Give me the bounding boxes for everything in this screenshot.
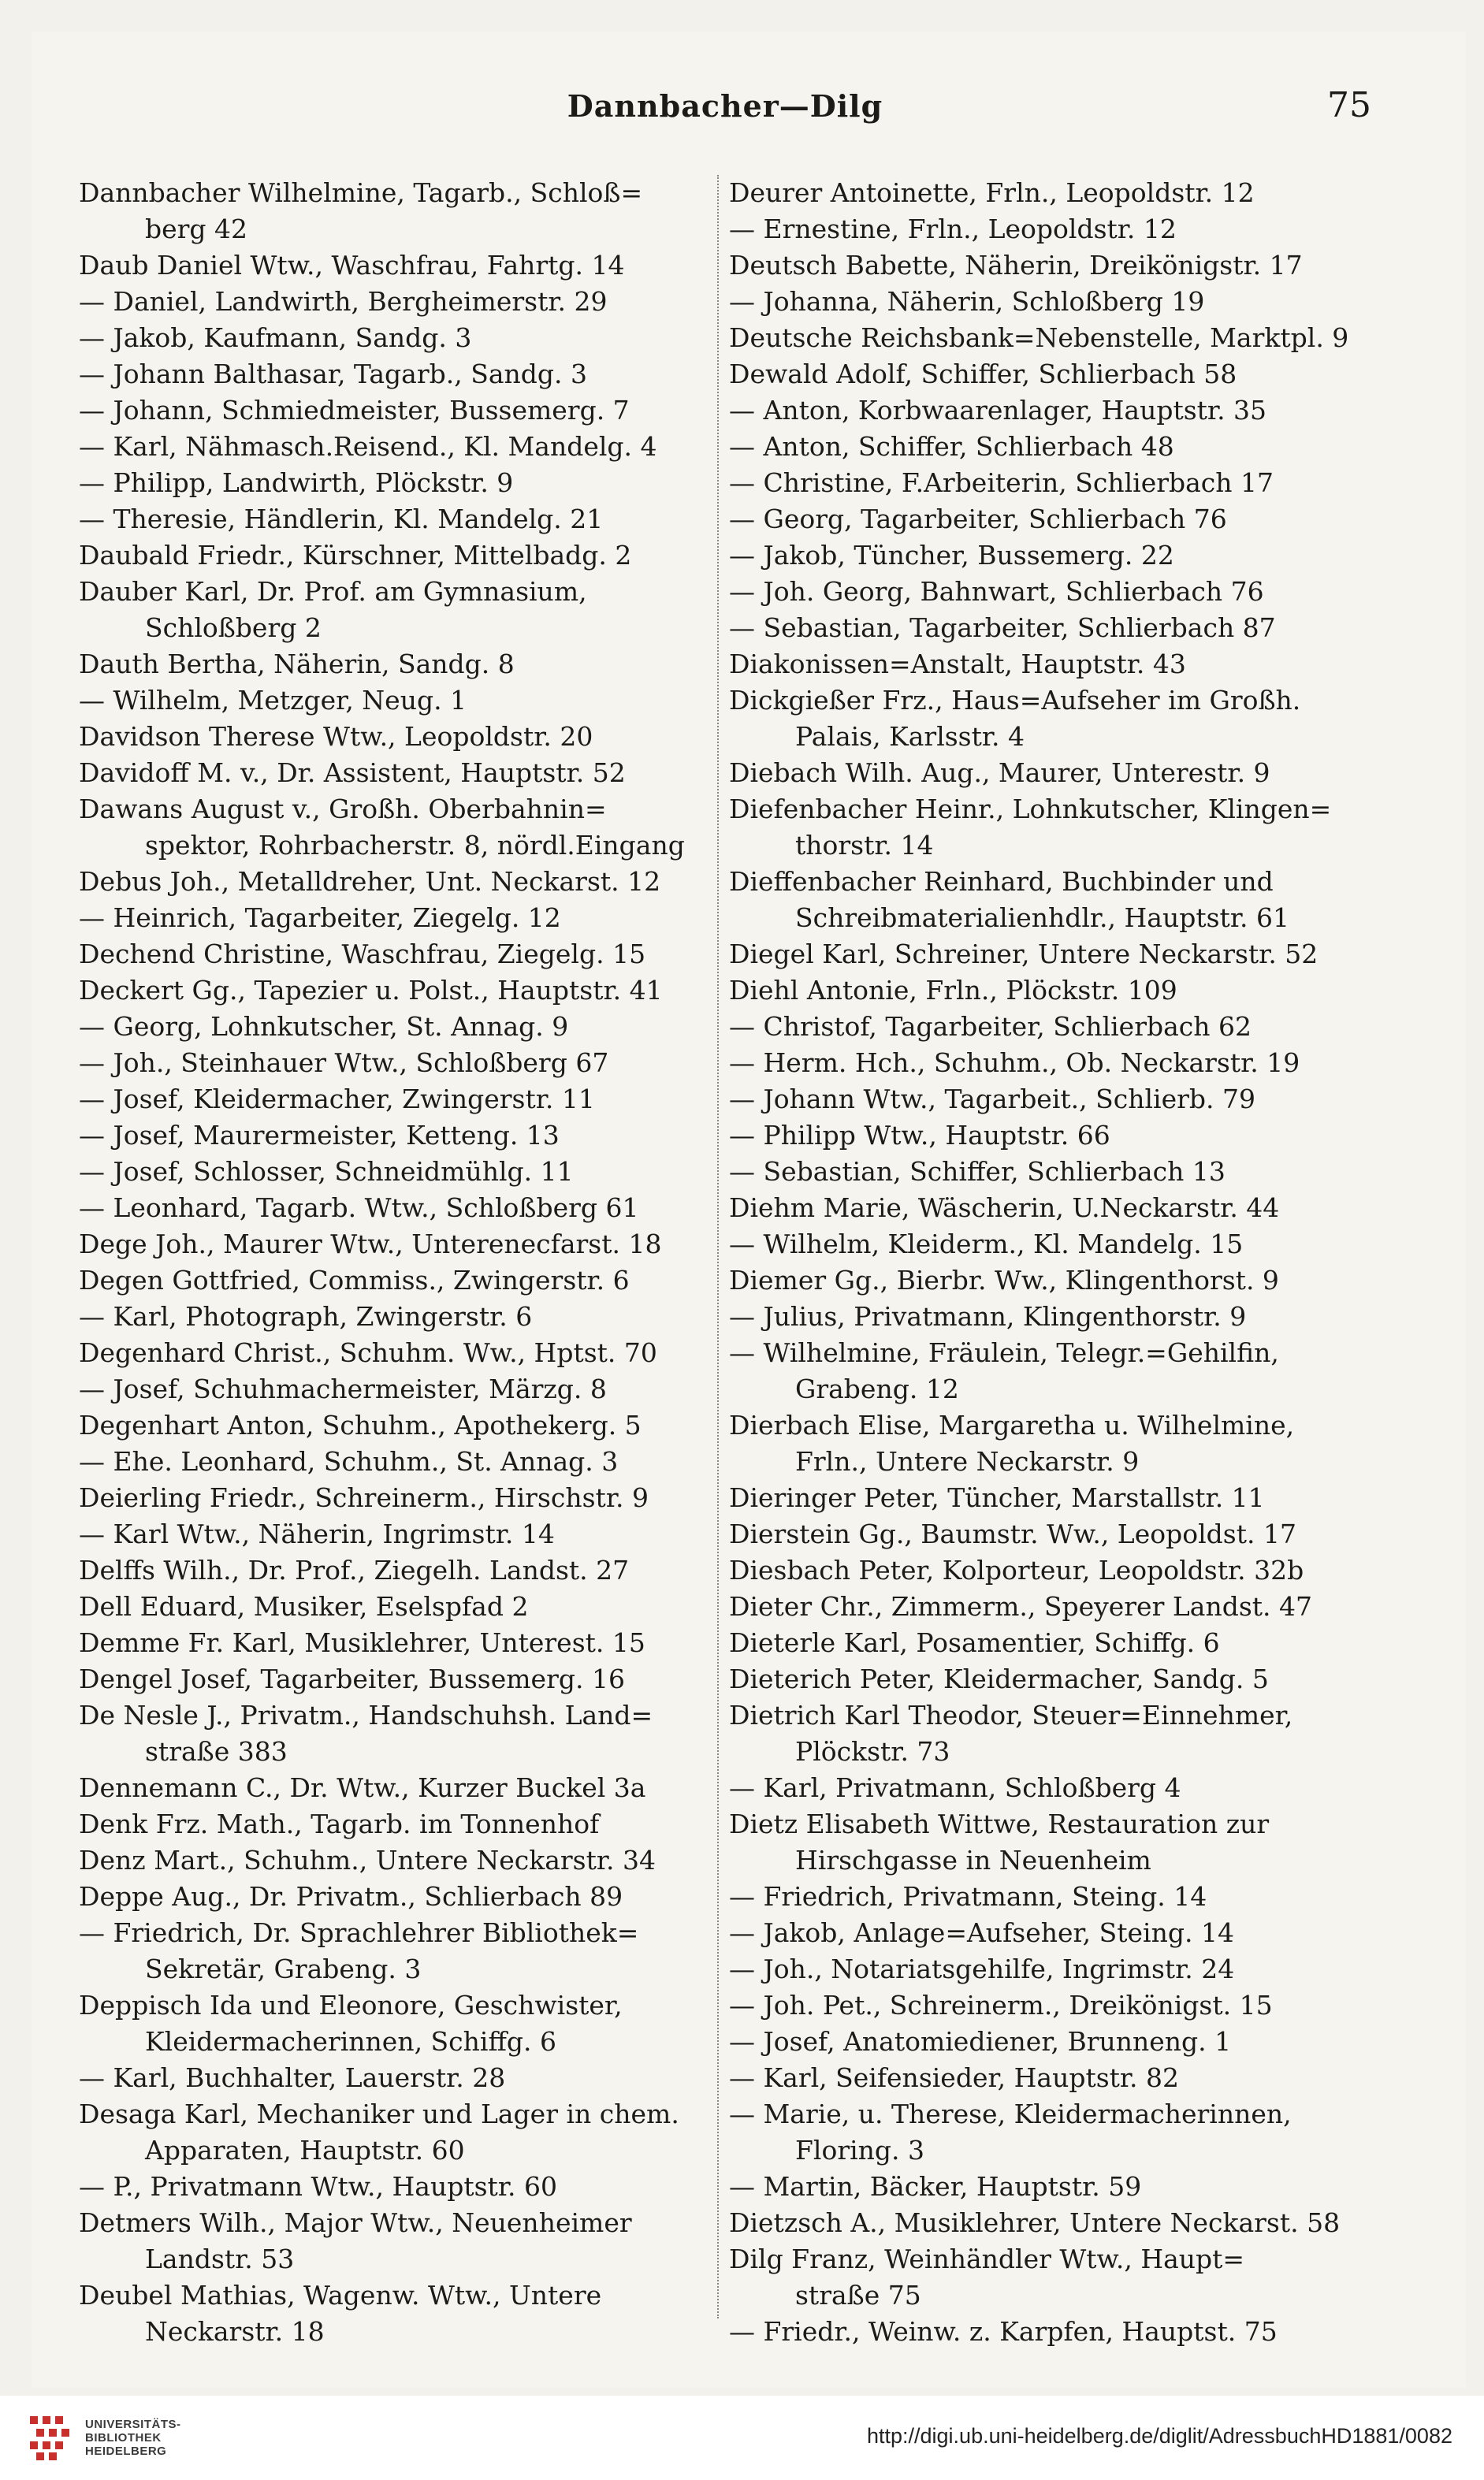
directory-entry <box>79 1444 705 1480</box>
page-number: 75 <box>1327 85 1371 125</box>
directory-entry <box>729 1770 1356 1806</box>
right-column <box>729 175 1356 2350</box>
entry-line: Deppe Aug., Dr. Privatm., Schlierbach 89 <box>79 1881 623 1912</box>
entry-line: Davidoff M. v., Dr. Assistent, Hauptstr. 52 <box>79 757 626 788</box>
directory-entry <box>79 1226 705 1262</box>
directory-entry <box>729 1987 1356 2024</box>
source-url-link[interactable]: http://digi.ub.uni-heidelberg.de/diglit/AdressbuchHD1881/0082 <box>866 2424 1452 2448</box>
entry-continuation-line: Plöckstr. 73 <box>795 1736 950 1767</box>
entry-line: Dechend Christine, Waschfrau, Ziegelg. 15 <box>79 939 646 969</box>
directory-entry <box>729 791 1356 864</box>
directory-entry <box>79 1661 705 1697</box>
directory-entry <box>729 2024 1356 2060</box>
entry-line: Dietz Elisabeth Wittwe, Restauration zur <box>729 1809 1270 1839</box>
footer-bar <box>0 2396 1484 2480</box>
directory-entry <box>729 320 1356 356</box>
entry-line: — Theresie, Händlerin, Kl. Mandelg. 21 <box>79 504 604 534</box>
directory-entry <box>79 1045 705 1081</box>
entry-line: — Christof, Tagarbeiter, Schlierbach 62 <box>729 1011 1252 1042</box>
directory-entry <box>79 356 705 392</box>
entry-line: — Josef, Anatomiediener, Brunneng. 1 <box>729 2026 1232 2057</box>
directory-entry <box>729 574 1356 610</box>
entry-line: — Karl Wtw., Näherin, Ingrimstr. 14 <box>79 1519 555 1549</box>
directory-entry <box>729 2060 1356 2096</box>
entry-line: — Julius, Privatmann, Klingenthorstr. 9 <box>729 1301 1247 1332</box>
directory-entry <box>79 392 705 429</box>
directory-entry <box>729 1951 1356 1987</box>
entry-continuation-line: Palais, Karlsstr. 4 <box>795 721 1025 752</box>
directory-entry <box>79 429 705 465</box>
directory-entry <box>79 1697 705 1770</box>
directory-entry <box>729 1552 1356 1589</box>
directory-entry <box>729 682 1356 755</box>
directory-entry <box>79 1190 705 1226</box>
directory-entry <box>79 900 705 936</box>
directory-entry <box>79 1335 705 1371</box>
entry-line: — Wilhelmine, Fräulein, Telegr.=Gehilfin, <box>729 1337 1279 1368</box>
directory-entry <box>79 2205 705 2277</box>
entry-line: Deierling Friedr., Schreinerm., Hirschstr. 9 <box>79 1482 649 1513</box>
directory-entry <box>79 1480 705 1516</box>
directory-entry <box>729 1335 1356 1407</box>
entry-line: — Ernestine, Frln., Leopoldstr. 12 <box>729 214 1177 244</box>
directory-entry <box>729 1516 1356 1552</box>
directory-entry <box>79 682 705 719</box>
directory-entry <box>79 1842 705 1879</box>
entry-line: Dengel Josef, Tagarbeiter, Bussemerg. 16 <box>79 1664 625 1694</box>
entry-line: — Anton, Schiffer, Schlierbach 48 <box>729 431 1174 462</box>
entry-line: — Philipp Wtw., Hauptstr. 66 <box>729 1120 1110 1151</box>
entry-line: Dewald Adolf, Schiffer, Schlierbach 58 <box>729 359 1237 389</box>
entry-line: Detmers Wilh., Major Wtw., Neuenheimer <box>79 2207 632 2238</box>
entry-line: — Sebastian, Tagarbeiter, Schlierbach 87 <box>729 612 1276 643</box>
entry-line: — Marie, u. Therese, Kleidermacherinnen, <box>729 2099 1292 2129</box>
entry-line: — Joh., Steinhauer Wtw., Schloßberg 67 <box>79 1047 609 1078</box>
entry-line: Debus Joh., Metalldreher, Unt. Neckarst. 12 <box>79 866 661 897</box>
directory-entry <box>729 501 1356 537</box>
directory-columns <box>79 175 1371 2347</box>
entry-line: — Ehe. Leonhard, Schuhm., St. Annag. 3 <box>79 1446 619 1477</box>
entry-line: Daub Daniel Wtw., Waschfrau, Fahrtg. 14 <box>79 250 625 281</box>
directory-entry <box>79 537 705 574</box>
directory-entry <box>79 2096 705 2169</box>
entry-line: Dauber Karl, Dr. Prof. am Gymnasium, <box>79 576 587 607</box>
entry-line: — Heinrich, Tagarbeiter, Ziegelg. 12 <box>79 902 561 933</box>
directory-entry <box>729 972 1356 1009</box>
entry-line: Dennemann C., Dr. Wtw., Kurzer Buckel 3a <box>79 1772 646 1803</box>
entry-line: Deckert Gg., Tapezier u. Polst., Hauptstr. 41 <box>79 975 663 1006</box>
directory-entry <box>729 429 1356 465</box>
directory-entry <box>79 1371 705 1407</box>
directory-entry <box>79 1879 705 1915</box>
directory-entry <box>729 247 1356 284</box>
entry-line: — Josef, Kleidermacher, Zwingerstr. 11 <box>79 1084 595 1114</box>
entry-line: — Jakob, Tüncher, Bussemerg. 22 <box>729 540 1174 571</box>
library-name-line: HEIDELBERG <box>85 2445 167 2458</box>
directory-entry <box>729 1407 1356 1480</box>
entry-line: Dierbach Elise, Margaretha u. Wilhelmine, <box>729 1410 1295 1441</box>
entry-line: Dickgießer Frz., Haus=Aufseher im Großh. <box>729 685 1301 716</box>
entry-continuation-line: Frln., Untere Neckarstr. 9 <box>795 1446 1140 1477</box>
directory-entry <box>729 646 1356 682</box>
entry-line: Diefenbacher Heinr., Lohnkutscher, Klingen= <box>729 794 1332 824</box>
directory-entry <box>729 1117 1356 1154</box>
entry-line: Denk Frz. Math., Tagarb. im Tonnenhof <box>79 1809 600 1839</box>
entry-line: Diehm Marie, Wäscherin, U.Neckarstr. 44 <box>729 1192 1280 1223</box>
entry-line: — Wilhelm, Metzger, Neug. 1 <box>79 685 467 716</box>
entry-line: Delffs Wilh., Dr. Prof., Ziegelh. Landst. 27 <box>79 1555 630 1586</box>
directory-entry <box>729 1480 1356 1516</box>
directory-entry <box>729 936 1356 972</box>
directory-entry <box>729 1190 1356 1226</box>
directory-entry <box>729 1081 1356 1117</box>
directory-entry <box>79 1987 705 2060</box>
directory-entry <box>729 1262 1356 1299</box>
directory-entry <box>79 1589 705 1625</box>
entry-line: Diehl Antonie, Frln., Plöckstr. 109 <box>729 975 1177 1006</box>
entry-line: Diegel Karl, Schreiner, Untere Neckarstr. 52 <box>729 939 1318 969</box>
directory-entry <box>79 972 705 1009</box>
entry-continuation-line: thorstr. 14 <box>795 830 934 861</box>
entry-line: Dege Joh., Maurer Wtw., Unterenecfarst. 18 <box>79 1229 662 1259</box>
directory-entry <box>729 2169 1356 2205</box>
directory-entry <box>79 2277 705 2350</box>
entry-continuation-line: Apparaten, Hauptstr. 60 <box>145 2135 465 2166</box>
entry-line: Denz Mart., Schuhm., Untere Neckarstr. 34 <box>79 1845 656 1876</box>
directory-entry <box>79 247 705 284</box>
entry-line: — Christine, F.Arbeiterin, Schlierbach 17 <box>729 467 1274 498</box>
directory-entry <box>729 1045 1356 1081</box>
directory-entry <box>729 537 1356 574</box>
directory-entry <box>79 791 705 864</box>
directory-entry <box>729 610 1356 646</box>
entry-line: — Herm. Hch., Schuhm., Ob. Neckarstr. 19 <box>729 1047 1300 1078</box>
entry-line: — Wilhelm, Kleiderm., Kl. Mandelg. 15 <box>729 1229 1244 1259</box>
entry-line: — Joh. Pet., Schreinerm., Dreikönigst. 15 <box>729 1990 1273 2021</box>
directory-entry <box>729 392 1356 429</box>
entry-line: Davidson Therese Wtw., Leopoldstr. 20 <box>79 721 593 752</box>
entry-continuation-line: straße 75 <box>795 2280 921 2311</box>
directory-entry <box>79 1516 705 1552</box>
entry-line: — Joh. Georg, Bahnwart, Schlierbach 76 <box>729 576 1264 607</box>
directory-entry <box>79 175 705 247</box>
entry-line: Degen Gottfried, Commiss., Zwingerstr. 6 <box>79 1265 630 1296</box>
entry-line: — Josef, Maurermeister, Ketteng. 13 <box>79 1120 560 1151</box>
directory-entry <box>729 1009 1356 1045</box>
entry-continuation-line: Floring. 3 <box>795 2135 925 2166</box>
directory-entry <box>729 755 1356 791</box>
library-name-line: UNIVERSITÄTS- <box>85 2418 181 2431</box>
directory-entry <box>79 1299 705 1335</box>
entry-line: Deurer Antoinette, Frln., Leopoldstr. 12 <box>729 177 1255 208</box>
entry-continuation-line: Schreibmaterialienhdlr., Hauptstr. 61 <box>795 902 1289 933</box>
directory-entry <box>79 284 705 320</box>
entry-line: — Josef, Schuhmachermeister, Märzg. 8 <box>79 1374 607 1404</box>
entry-continuation-line: spektor, Rohrbacherstr. 8, nördl.Eingang <box>145 830 685 861</box>
directory-entry <box>729 864 1356 936</box>
entry-continuation-line: Sekretär, Grabeng. 3 <box>145 1954 422 1984</box>
directory-entry <box>79 1009 705 1045</box>
directory-entry <box>729 1589 1356 1625</box>
entry-line: Daubald Friedr., Kürschner, Mittelbadg. 2 <box>79 540 632 571</box>
entry-line: Dieter Chr., Zimmerm., Speyerer Landst. 47 <box>729 1591 1312 1622</box>
entry-continuation-line: straße 383 <box>145 1736 288 1767</box>
directory-entry <box>79 1552 705 1589</box>
entry-continuation-line: Neckarstr. 18 <box>145 2316 325 2347</box>
entry-line: Dauth Bertha, Näherin, Sandg. 8 <box>79 649 515 679</box>
entry-line: Demme Fr. Karl, Musiklehrer, Unterest. 15 <box>79 1627 645 1658</box>
entry-line: Deutsch Babette, Näherin, Dreikönigstr. 17 <box>729 250 1303 281</box>
directory-entry <box>729 2314 1356 2350</box>
entry-line: Degenhard Christ., Schuhm. Ww., Hptst. 70 <box>79 1337 657 1368</box>
entry-line: Dieffenbacher Reinhard, Buchbinder und <box>729 866 1274 897</box>
entry-line: Dietrich Karl Theodor, Steuer=Einnehmer, <box>729 1700 1293 1731</box>
entry-line: Dawans August v., Großh. Oberbahnin= <box>79 794 607 824</box>
entry-line: — Johann Balthasar, Tagarb., Sandg. 3 <box>79 359 587 389</box>
entry-line: — Martin, Bäcker, Hauptstr. 59 <box>729 2171 1142 2202</box>
directory-entry <box>729 2205 1356 2241</box>
directory-entry <box>79 1407 705 1444</box>
directory-entry <box>729 1226 1356 1262</box>
entry-line: — Georg, Lohnkutscher, St. Annag. 9 <box>79 1011 569 1042</box>
directory-entry <box>79 574 705 646</box>
directory-entry <box>79 864 705 900</box>
entry-continuation-line: berg 42 <box>145 214 248 244</box>
entry-line: — P., Privatmann Wtw., Hauptstr. 60 <box>79 2171 557 2202</box>
directory-entry <box>79 2169 705 2205</box>
entry-line: — Johann, Schmiedmeister, Bussemerg. 7 <box>79 395 630 426</box>
directory-entry <box>79 465 705 501</box>
directory-entry <box>729 1879 1356 1915</box>
entry-line: Diemer Gg., Bierbr. Ww., Klingenthorst. 9 <box>729 1265 1279 1296</box>
directory-entry <box>729 1661 1356 1697</box>
directory-entry <box>729 284 1356 320</box>
library-name <box>85 2418 181 2458</box>
entry-line: Diesbach Peter, Kolporteur, Leopoldstr. 32b <box>729 1555 1304 1586</box>
directory-entry <box>79 320 705 356</box>
page-header <box>79 85 1371 136</box>
entry-line: Desaga Karl, Mechaniker und Lager in chem. <box>79 2099 679 2129</box>
entry-line: Deutsche Reichsbank=Nebenstelle, Marktpl. 9 <box>729 322 1349 353</box>
entry-line: Diakonissen=Anstalt, Hauptstr. 43 <box>729 649 1186 679</box>
entry-line: De Nesle J., Privatm., Handschuhsh. Land= <box>79 1700 653 1731</box>
directory-entry <box>79 1081 705 1117</box>
entry-line: — Johanna, Näherin, Schloßberg 19 <box>729 286 1205 317</box>
library-name-line: BIBLIOTHEK <box>85 2431 162 2445</box>
directory-entry <box>79 1117 705 1154</box>
directory-entry <box>79 1154 705 1190</box>
directory-entry <box>729 211 1356 247</box>
entry-line: Diebach Wilh. Aug., Maurer, Unterestr. 9 <box>729 757 1270 788</box>
directory-entry <box>79 646 705 682</box>
directory-entry <box>79 1262 705 1299</box>
directory-entry <box>729 2241 1356 2314</box>
directory-entry <box>79 1806 705 1842</box>
entry-line: Dilg Franz, Weinhändler Wtw., Haupt= <box>729 2244 1245 2274</box>
entry-line: Dierstein Gg., Baumstr. Ww., Leopoldst. 17 <box>729 1519 1296 1549</box>
entry-line: Dieringer Peter, Tüncher, Marstallstr. 11 <box>729 1482 1265 1513</box>
entry-line: — Johann Wtw., Tagarbeit., Schlierb. 79 <box>729 1084 1255 1114</box>
entry-line: — Karl, Privatmann, Schloßberg 4 <box>729 1772 1181 1803</box>
entry-line: Deubel Mathias, Wagenw. Wtw., Untere <box>79 2280 602 2311</box>
entry-line: Dell Eduard, Musiker, Eselspfad 2 <box>79 1591 529 1622</box>
page-title: Dannbacher—Dilg <box>567 88 883 124</box>
entry-continuation-line: Hirschgasse in Neuenheim <box>795 1845 1151 1876</box>
directory-entry <box>729 1806 1356 1879</box>
entry-continuation-line: Kleidermacherinnen, Schiffg. 6 <box>145 2026 556 2057</box>
directory-entry <box>729 2096 1356 2169</box>
directory-entry <box>729 465 1356 501</box>
entry-line: — Friedrich, Privatmann, Steing. 14 <box>729 1881 1207 1912</box>
entry-line: — Jakob, Kaufmann, Sandg. 3 <box>79 322 472 353</box>
entry-line: Dietzsch A., Musiklehrer, Untere Neckarst. 58 <box>729 2207 1341 2238</box>
directory-entry <box>729 1154 1356 1190</box>
entry-line: — Karl, Nähmasch.Reisend., Kl. Mandelg. 4 <box>79 431 657 462</box>
entry-line: — Sebastian, Schiffer, Schlierbach 13 <box>729 1156 1226 1187</box>
directory-entry <box>79 1915 705 1987</box>
entry-line: — Karl, Photograph, Zwingerstr. 6 <box>79 1301 533 1332</box>
directory-entry <box>79 1770 705 1806</box>
entry-line: — Jakob, Anlage=Aufseher, Steing. 14 <box>729 1917 1234 1948</box>
column-divider <box>717 175 720 2318</box>
directory-entry <box>79 501 705 537</box>
entry-continuation-line: Grabeng. 12 <box>795 1374 959 1404</box>
entry-line: — Joh., Notariatsgehilfe, Ingrimstr. 24 <box>729 1954 1235 1984</box>
entry-line: Dieterich Peter, Kleidermacher, Sandg. 5 <box>729 1664 1269 1694</box>
directory-entry <box>729 356 1356 392</box>
entry-line: — Philipp, Landwirth, Plöckstr. 9 <box>79 467 514 498</box>
directory-entry <box>729 1625 1356 1661</box>
entry-line: Degenhart Anton, Schuhm., Apothekerg. 5 <box>79 1410 642 1441</box>
directory-entry <box>729 175 1356 211</box>
entry-line: — Anton, Korbwaarenlager, Hauptstr. 35 <box>729 395 1267 426</box>
entry-line: Dieterle Karl, Posamentier, Schiffg. 6 <box>729 1627 1220 1658</box>
entry-line: Deppisch Ida und Eleonore, Geschwister, <box>79 1990 623 2021</box>
entry-line: — Josef, Schlosser, Schneidmühlg. 11 <box>79 1156 574 1187</box>
entry-continuation-line: Landstr. 53 <box>145 2244 295 2274</box>
entry-continuation-line: Schloßberg 2 <box>145 612 322 643</box>
left-column <box>79 175 705 2350</box>
entry-line: Dannbacher Wilhelmine, Tagarb., Schloß= <box>79 177 643 208</box>
directory-entry <box>79 719 705 755</box>
entry-line: — Georg, Tagarbeiter, Schlierbach 76 <box>729 504 1227 534</box>
entry-line: — Leonhard, Tagarb. Wtw., Schloßberg 61 <box>79 1192 639 1223</box>
entry-line: — Karl, Seifensieder, Hauptstr. 82 <box>729 2062 1180 2093</box>
library-logo-icon <box>24 2410 79 2465</box>
entry-line: — Friedr., Weinw. z. Karpfen, Hauptst. 75 <box>729 2316 1278 2347</box>
directory-entry <box>729 1697 1356 1770</box>
directory-entry <box>729 1299 1356 1335</box>
entry-line: — Friedrich, Dr. Sprachlehrer Bibliothek= <box>79 1917 639 1948</box>
directory-entry <box>79 2060 705 2096</box>
directory-entry <box>79 936 705 972</box>
entry-line: — Daniel, Landwirth, Bergheimerstr. 29 <box>79 286 608 317</box>
directory-entry <box>79 755 705 791</box>
directory-entry <box>79 1625 705 1661</box>
directory-entry <box>729 1915 1356 1951</box>
entry-line: — Karl, Buchhalter, Lauerstr. 28 <box>79 2062 506 2093</box>
